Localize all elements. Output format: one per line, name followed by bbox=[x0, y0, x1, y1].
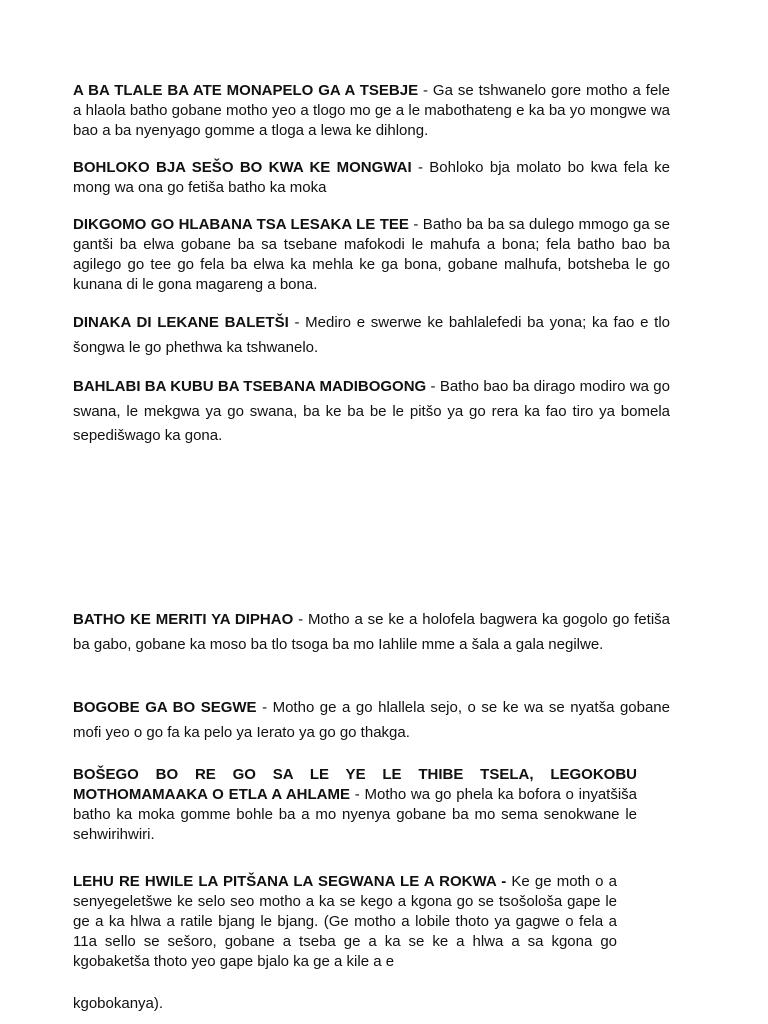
proverb-meaning: - Batho bao ba dirago modiro wa go swana, le mekgwa ya go swana, ba ke ba be le pitšo ya go rera ka fao tiro ya bomela sepedišwago ka gona. bbox=[73, 378, 670, 444]
proverb-meaning: - Motho a se ke a holofela bagwera ka gogolo go fetiša ba gabo, gobane ka moso ba tlo tsoga ba mo Iahlile mme a šala a gala negilwe. bbox=[73, 611, 670, 653]
proverb-term: BOGOBE GA BO SEGWE bbox=[73, 699, 257, 716]
proverb-entry-6 bbox=[73, 608, 670, 657]
proverb-term: DINAKA DI LEKANE BALETŠI bbox=[73, 314, 289, 331]
proverb-term: BOHLOKO BJA SEŠO BO KWA KE MONGWAI bbox=[73, 159, 412, 176]
proverb-meaning: - Ga se tshwanelo gore motho a fele a hlaola batho gobane motho yeo a tlogo mo ge a le mabothateng e ka ba yo mongwe wa bao a ba nyenyago gomme a tloga a lewa ke dihlong. bbox=[73, 82, 670, 139]
proverb-term: DIKGOMO GO HLABANA TSA LESAKA LE TEE bbox=[73, 216, 409, 233]
proverb-meaning: Ke ge moth o a senyegeletšwe ke selo seo motho a ka se kego a kgona go se tsošološa gape le ge a ka hlwa a ratile bjang le bjang. (Ge motho a lobile thoto ya gagwe o fela a 11a sello se sešoro, gobane a tseba ge a ka se ke a hlwa a sa kgona go kgobaketša thoto yeo gape bjalo ka ge a kile a e bbox=[73, 873, 617, 970]
proverb-entry-1 bbox=[73, 81, 670, 141]
proverb-entry-3 bbox=[73, 215, 670, 295]
proverb-term: BATHO KE MERITI YA DIPHAO bbox=[73, 611, 294, 628]
proverb-term: A BA TLALE BA ATE MONAPELO GA A TSEBJE bbox=[73, 82, 419, 99]
proverb-meaning: - Bohloko bja molato bo kwa fela ke mong wa ona go fetiša batho ka moka bbox=[73, 159, 670, 196]
proverb-entry-2 bbox=[73, 158, 670, 198]
proverb-meaning: - Motho ge a go hlallela sejo, o se ke wa se nyatša gobane mofi yeo o go fa ka pelo ya Ierato ya go go thakga. bbox=[73, 699, 670, 741]
proverb-meaning: - Motho wa go phela ka bofora o inyatšiša batho ka moka gomme bohle ba a mo nyenya gobane ba mo sema senokwane le sehwirihwiri. bbox=[73, 786, 637, 843]
proverb-entry-4 bbox=[73, 311, 670, 360]
proverb-meaning: - Mediro e swerwe ke bahlalefedi ba yona; ka fao e tlo šongwa le go phethwa ka tshwanelo. bbox=[73, 314, 670, 356]
proverb-entry-7 bbox=[73, 696, 670, 745]
continuation-text: kgobokanya). bbox=[73, 995, 164, 1012]
proverb-term: LEHU RE HWILE LA PITŠANA LA SEGWANA LE A ROKWA - bbox=[73, 873, 507, 890]
proverb-entry-9 bbox=[73, 872, 617, 972]
proverb-meaning: - Batho ba ba sa dulego mmogo ga se gantši ba elwa gobane ba sa tsebane mafokodi le mahufa a bona; fela batho bao ba agilego go tee go fela ba elwa ka mehla ke ga bona, gobane malhufa, botsheba le go kunana di le gona magareng a bona. bbox=[73, 216, 670, 293]
proverb-term: BAHLABI BA KUBU BA TSEBANA MADIBOGONG bbox=[73, 378, 427, 395]
proverb-term: BOŠEGO BO RE GO SA LE YE LE THIBE TSELA, LEGOKOBU MOTHOMAMAAKA O ETLA A AHLAME bbox=[73, 766, 637, 803]
proverb-entry-5 bbox=[73, 375, 670, 449]
proverb-entry-8 bbox=[73, 765, 637, 845]
